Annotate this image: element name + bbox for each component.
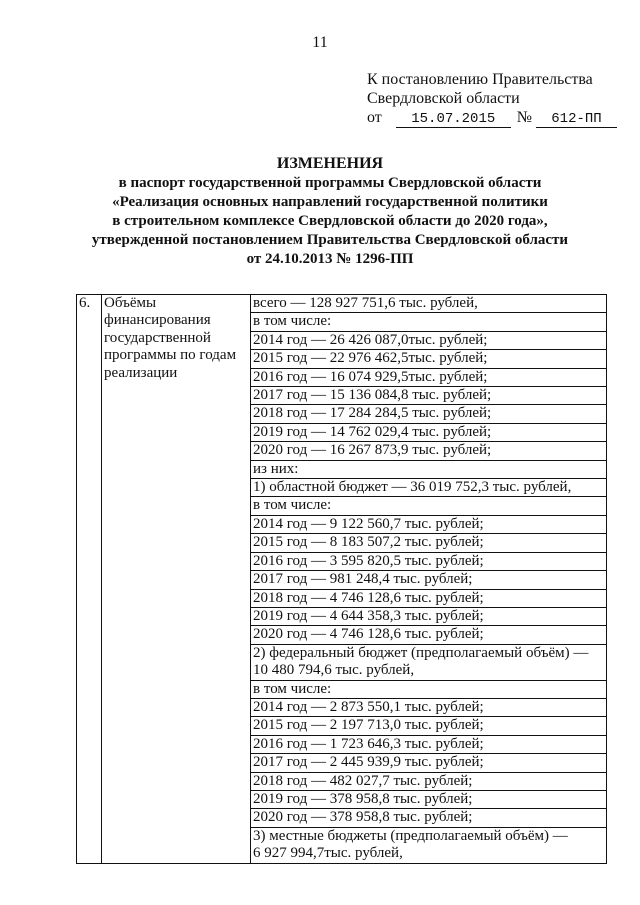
title-line: от 24.10.2013 № 1296-ПП [246, 251, 414, 267]
page-number: 11 [312, 34, 328, 51]
approval-header [367, 70, 617, 128]
row-name-line: финансирования [104, 312, 211, 329]
row-name-line: программы по годам [104, 347, 237, 364]
row-number-cell: 6. [77, 295, 102, 864]
document-reference [367, 108, 617, 128]
value-line: 2016 год — 16 074 929,5тыс. рублей; [251, 369, 606, 387]
value-line: 2019 год — 378 958,8 тыс. рублей; [251, 791, 606, 809]
document-title [40, 154, 620, 269]
value-line: 2018 год — 482 027,7 тыс. рублей; [251, 773, 606, 791]
value-line: 1) областной бюджет — 36 019 752,3 тыс. рублей, [251, 479, 606, 497]
title-main: ИЗМЕНЕНИЯ [276, 155, 384, 172]
value-line: 2019 год — 14 762 029,4 тыс. рублей; [251, 424, 606, 442]
value-line: 2014 год — 2 873 550,1 тыс. рублей; [251, 699, 606, 717]
value-line: 2014 год — 26 426 087,0тыс. рублей; [251, 332, 606, 350]
title-line: в строительном комплексе Свердловской области до 2020 года», [112, 213, 548, 229]
value-line: 2020 год — 4 746 128,6 тыс. рублей; [251, 626, 606, 644]
value-line: 2019 год — 4 644 358,3 тыс. рублей; [251, 608, 606, 626]
value-line: в том числе: [251, 497, 606, 515]
table-row [77, 295, 607, 864]
date-label: от [367, 109, 382, 126]
value-line: 2017 год — 2 445 939,9 тыс. рублей; [251, 754, 606, 772]
value-line: 2018 год — 17 284 284,5 тыс. рублей; [251, 405, 606, 423]
row-name-line: государственной [104, 329, 211, 346]
header-line-1: К постановлению Правительства [367, 71, 593, 88]
row-name-line: реализации [104, 364, 178, 381]
value-line: из них: [251, 461, 606, 479]
document-number: 612-ПП [536, 112, 617, 128]
value-line: 2015 год — 2 197 713,0 тыс. рублей; [251, 717, 606, 735]
row-name-cell [102, 295, 251, 864]
value-line: 2018 год — 4 746 128,6 тыс. рублей; [251, 590, 606, 608]
value-line: в том числе: [251, 313, 606, 331]
value-line: 2016 год — 3 595 820,5 тыс. рублей; [251, 553, 606, 571]
number-label: № [516, 109, 532, 126]
value-line: 2020 год — 378 958,8 тыс. рублей; [251, 809, 606, 827]
title-line: «Реализация основных направлений государственной политики [112, 194, 548, 210]
value-line: 2017 год — 981 248,4 тыс. рублей; [251, 571, 606, 589]
value-line: 6 927 994,7тыс. рублей, [253, 845, 403, 862]
value-line: в том числе: [251, 681, 606, 699]
document-date: 15.07.2015 [396, 112, 511, 128]
value-line: 2020 год — 16 267 873,9 тыс. рублей; [251, 442, 606, 460]
value-line: 10 480 794,6 тыс. рублей, [251, 662, 606, 680]
value-line: 3) местные бюджеты (предполагаемый объём) — [253, 827, 568, 844]
title-line: в паспорт государственной программы Свердловской области [118, 175, 542, 191]
value-line: 2) федеральный бюджет (предполагаемый объём) — [253, 644, 589, 661]
value-line: 2017 год — 15 136 084,8 тыс. рублей; [251, 387, 606, 405]
passport-table [76, 294, 607, 864]
value-line: 2015 год — 8 183 507,2 тыс. рублей; [251, 534, 606, 552]
value-line: 2016 год — 1 723 646,3 тыс. рублей; [251, 736, 606, 754]
header-line-2: Свердловской области [367, 90, 520, 107]
value-line: всего — 128 927 751,6 тыс. рублей, [251, 295, 606, 313]
row-name-line: Объёмы [104, 295, 157, 311]
value-line: 2015 год — 22 976 462,5тыс. рублей; [251, 350, 606, 368]
title-line: утвержденной постановлением Правительства Свердловской области [91, 232, 569, 248]
row-value-cell [251, 295, 607, 864]
value-line: 2014 год — 9 122 560,7 тыс. рублей; [251, 516, 606, 534]
